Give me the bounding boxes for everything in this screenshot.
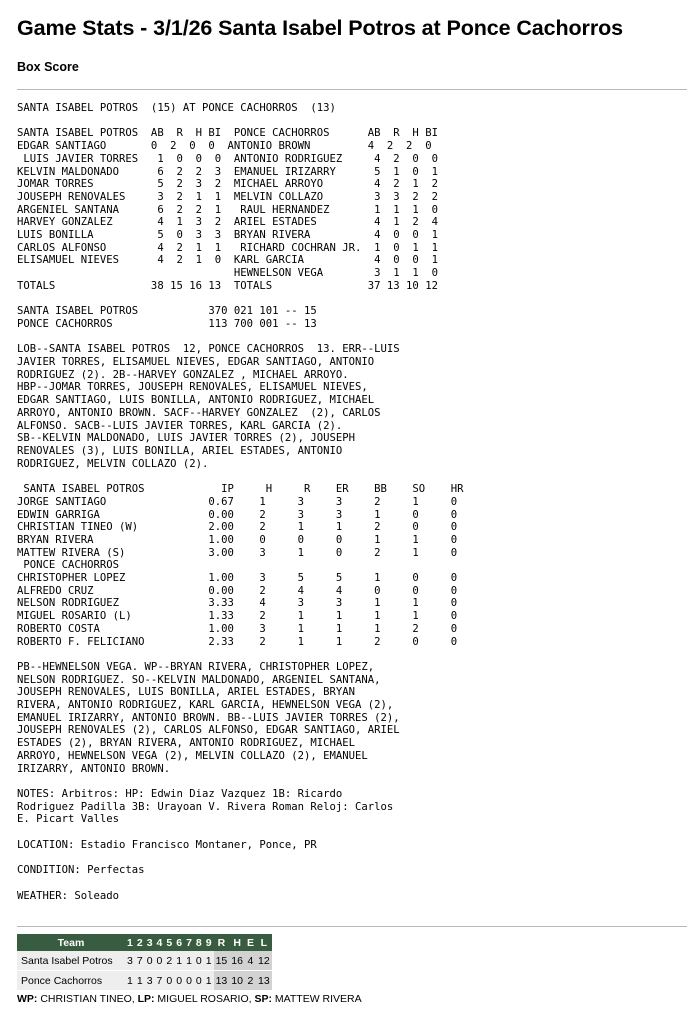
header-inning-1: 1 bbox=[125, 934, 135, 951]
box-score-line: JOUSEPH RENOVALES, LUIS BONILLA, ARIEL ESTADES, BRYAN bbox=[17, 686, 356, 699]
box-score-line: WEATHER: Soleado bbox=[17, 889, 120, 902]
box-score-line: KELVIN MALDONADO 6 2 2 3 EMANUEL IRIZARRY 5 1 0 1 bbox=[17, 165, 438, 178]
header-errors: E bbox=[245, 934, 256, 951]
header-runs: R bbox=[214, 934, 230, 951]
total-lob: 13 bbox=[256, 971, 272, 991]
box-score-line: HEWNELSON VEGA 3 1 1 0 bbox=[17, 267, 438, 280]
inning-score: 0 bbox=[164, 971, 174, 991]
box-score-line: JOUSEPH RENOVALES (2), CARLOS ALFONSO, EDGAR SANTIAGO, ARIEL bbox=[17, 724, 400, 737]
inning-score: 0 bbox=[155, 951, 165, 971]
box-score-line: JOUSEPH RENOVALES 3 2 1 1 MELVIN COLLAZO 3 3 2 2 bbox=[17, 190, 438, 203]
total-runs: 13 bbox=[214, 971, 230, 991]
box-score-line: ESTADES (2), BRYAN RIVERA, ANTONIO RODRIGUEZ, MICHAEL bbox=[17, 737, 356, 750]
header-inning-9: 9 bbox=[204, 934, 214, 951]
header-lob: L bbox=[256, 934, 272, 951]
section-heading: Box Score bbox=[17, 60, 79, 74]
total-hits: 16 bbox=[229, 951, 245, 971]
box-score-line: SB--KELVIN MALDONADO, LUIS JAVIER TORRES (2), JOUSEPH bbox=[17, 432, 356, 445]
box-score-line: NELSON RODRIGUEZ. SO--KELVIN MALDONADO, ARGENIEL SANTANA, bbox=[17, 673, 381, 686]
box-score-line: Rodriguez Padilla 3B: Urayoan V. Rivera Roman Reloj: Carlos bbox=[17, 800, 394, 813]
inning-score: 1 bbox=[174, 951, 184, 971]
wp-label: WP: bbox=[17, 993, 38, 1005]
team-name: Santa Isabel Potros bbox=[17, 951, 125, 971]
inning-score: 1 bbox=[125, 971, 135, 991]
box-score-line: HBP--JOMAR TORRES, JOUSEPH RENOVALES, ELISAMUEL NIEVES, bbox=[17, 381, 368, 394]
header-inning-5: 5 bbox=[164, 934, 174, 951]
header-inning-8: 8 bbox=[194, 934, 204, 951]
box-score-line: LOCATION: Estadio Francisco Montaner, Ponce, PR bbox=[17, 838, 317, 851]
box-score-line: CHRISTIAN TINEO (W) 2.00 2 1 1 2 0 0 bbox=[17, 521, 458, 534]
box-score-line: SANTA ISABEL POTROS 370 021 101 -- 15 bbox=[17, 305, 317, 318]
inning-score: 1 bbox=[204, 951, 214, 971]
box-score-line: ELISAMUEL NIEVES 4 2 1 0 KARL GARCIA 4 0 0 1 bbox=[17, 254, 438, 267]
box-score-line: RIVERA, ANTONIO RODRIGUEZ, KARL GARCIA, HEWNELSON VEGA (2), bbox=[17, 699, 394, 712]
box-score-line: ARROYO, HEWNELSON VEGA (2), MELVIN COLLAZO (2), EMANUEL bbox=[17, 749, 368, 762]
box-score-line: PONCE CACHORROS 113 700 001 -- 13 bbox=[17, 317, 317, 330]
box-score-line: EDGAR SANTIAGO, LUIS BONILLA, ANTONIO RODRIGUEZ, MICHAEL bbox=[17, 394, 375, 407]
total-hits: 10 bbox=[229, 971, 245, 991]
inning-score: 3 bbox=[145, 971, 155, 991]
total-errors: 2 bbox=[245, 971, 256, 991]
box-score-line: PONCE CACHORROS bbox=[17, 559, 120, 572]
sp-value: MATTEW RIVERA bbox=[271, 993, 362, 1005]
box-score-line: RENOVALES (3), LUIS BONILLA, ARIEL ESTADES, ANTONIO bbox=[17, 444, 343, 457]
box-score-line: ALFONSO. SACB--LUIS JAVIER TORRES, KARL GARCIA (2). bbox=[17, 419, 343, 432]
wp-value: CHRISTIAN TINEO, bbox=[37, 993, 138, 1005]
inning-score: 0 bbox=[145, 951, 155, 971]
box-score-line: TOTALS 38 15 16 13 TOTALS 37 13 10 12 bbox=[17, 279, 438, 292]
divider-top bbox=[17, 89, 687, 90]
header-inning-7: 7 bbox=[184, 934, 194, 951]
box-score-line: RODRIGUEZ, MELVIN COLLAZO (2). bbox=[17, 457, 209, 470]
box-score-line: HARVEY GONZALEZ 4 1 3 2 ARIEL ESTADES 4 1 2 4 bbox=[17, 216, 438, 229]
table-row bbox=[17, 971, 272, 991]
inning-score: 1 bbox=[184, 951, 194, 971]
lp-label: LP: bbox=[137, 993, 155, 1005]
inning-score: 7 bbox=[155, 971, 165, 991]
total-runs: 15 bbox=[214, 951, 230, 971]
box-score-line: CONDITION: Perfectas bbox=[17, 864, 145, 877]
linescore-table bbox=[17, 934, 272, 990]
box-score-line: ROBERTO F. FELICIANO 2.33 2 1 1 2 0 0 bbox=[17, 635, 458, 648]
divider-bottom bbox=[17, 926, 687, 927]
header-inning-3: 3 bbox=[145, 934, 155, 951]
page-title: Game Stats - 3/1/26 Santa Isabel Potros at Ponce Cachorros bbox=[17, 16, 623, 40]
box-score-line: EDGAR SANTIAGO 0 2 0 0 ANTONIO BROWN 4 2 2 0 bbox=[17, 140, 432, 153]
box-score-line: BRYAN RIVERA 1.00 0 0 0 1 1 0 bbox=[17, 533, 458, 546]
box-score-line: MATTEW RIVERA (S) 3.00 3 1 0 2 1 0 bbox=[17, 546, 458, 559]
header-inning-4: 4 bbox=[155, 934, 165, 951]
linescore-header-row bbox=[17, 934, 272, 951]
box-score-line: LOB--SANTA ISABEL POTROS 12, PONCE CACHORROS 13. ERR--LUIS bbox=[17, 343, 400, 356]
sp-label: SP: bbox=[254, 993, 272, 1005]
total-errors: 4 bbox=[245, 951, 256, 971]
inning-score: 1 bbox=[135, 971, 145, 991]
box-score-line: SANTA ISABEL POTROS IP H R ER BB SO HR bbox=[17, 483, 464, 496]
header-hits: H bbox=[229, 934, 245, 951]
box-score-line: CARLOS ALFONSO 4 2 1 1 RICHARD COCHRAN JR. 1 0 1 1 bbox=[17, 241, 438, 254]
box-score-line: E. Picart Valles bbox=[17, 813, 120, 826]
header-team: Team bbox=[17, 934, 125, 951]
inning-score: 7 bbox=[135, 951, 145, 971]
inning-score: 0 bbox=[194, 971, 204, 991]
box-score-line: LUIS JAVIER TORRES 1 0 0 0 ANTONIO RODRIGUEZ 4 2 0 0 bbox=[17, 152, 438, 165]
inning-score: 3 bbox=[125, 951, 135, 971]
inning-score: 0 bbox=[174, 971, 184, 991]
box-score-line: EDWIN GARRIGA 0.00 2 3 3 1 0 0 bbox=[17, 508, 458, 521]
box-score-line: ARGENIEL SANTANA 6 2 2 1 RAUL HERNANDEZ 1 1 1 0 bbox=[17, 203, 438, 216]
box-score-line: ROBERTO COSTA 1.00 3 1 1 1 2 0 bbox=[17, 622, 458, 635]
box-score-line: NOTES: Arbitros: HP: Edwin Diaz Vazquez 1B: Ricardo bbox=[17, 787, 343, 800]
inning-score: 2 bbox=[164, 951, 174, 971]
box-score-line: LUIS BONILLA 5 0 3 3 BRYAN RIVERA 4 0 0 1 bbox=[17, 229, 438, 242]
box-score-line: MIGUEL ROSARIO (L) 1.33 2 1 1 1 1 0 bbox=[17, 610, 458, 623]
lp-value: MIGUEL ROSARIO, bbox=[154, 993, 255, 1005]
header-inning-2: 2 bbox=[135, 934, 145, 951]
header-inning-6: 6 bbox=[174, 934, 184, 951]
team-name: Ponce Cachorros bbox=[17, 971, 125, 991]
total-lob: 12 bbox=[256, 951, 272, 971]
box-score-line: SANTA ISABEL POTROS (15) AT PONCE CACHORROS (13) bbox=[17, 102, 336, 114]
box-score-line: SANTA ISABEL POTROS AB R H BI PONCE CACHORROS AB R H BI bbox=[17, 127, 438, 140]
box-score-line: ARROYO, ANTONIO BROWN. SACF--HARVEY GONZALEZ (2), CARLOS bbox=[17, 406, 381, 419]
table-row bbox=[17, 951, 272, 971]
box-score-text bbox=[17, 102, 463, 902]
inning-score: 1 bbox=[204, 971, 214, 991]
inning-score: 0 bbox=[184, 971, 194, 991]
box-score-line: RODRIGUEZ (2). 2B--HARVEY GONZALEZ , MICHAEL ARROYO. bbox=[17, 368, 349, 381]
box-score-line: CHRISTOPHER LOPEZ 1.00 3 5 5 1 0 0 bbox=[17, 572, 458, 585]
pitching-decisions bbox=[17, 993, 362, 1005]
box-score-line: JOMAR TORRES 5 2 3 2 MICHAEL ARROYO 4 2 1 2 bbox=[17, 178, 438, 191]
inning-score: 0 bbox=[194, 951, 204, 971]
box-score-line: NELSON RODRIGUEZ 3.33 4 3 3 1 1 0 bbox=[17, 597, 458, 610]
box-score-line: IRIZARRY, ANTONIO BROWN. bbox=[17, 762, 171, 775]
box-score-line: JORGE SANTIAGO 0.67 1 3 3 2 1 0 bbox=[17, 495, 458, 508]
box-score-line: ALFREDO CRUZ 0.00 2 4 4 0 0 0 bbox=[17, 584, 458, 597]
box-score-line: JAVIER TORRES, ELISAMUEL NIEVES, EDGAR SANTIAGO, ANTONIO bbox=[17, 356, 375, 369]
box-score-line: EMANUEL IRIZARRY, ANTONIO BROWN. BB--LUIS JAVIER TORRES (2), bbox=[17, 711, 400, 724]
box-score-line: PB--HEWNELSON VEGA. WP--BRYAN RIVERA, CHRISTOPHER LOPEZ, bbox=[17, 660, 375, 673]
